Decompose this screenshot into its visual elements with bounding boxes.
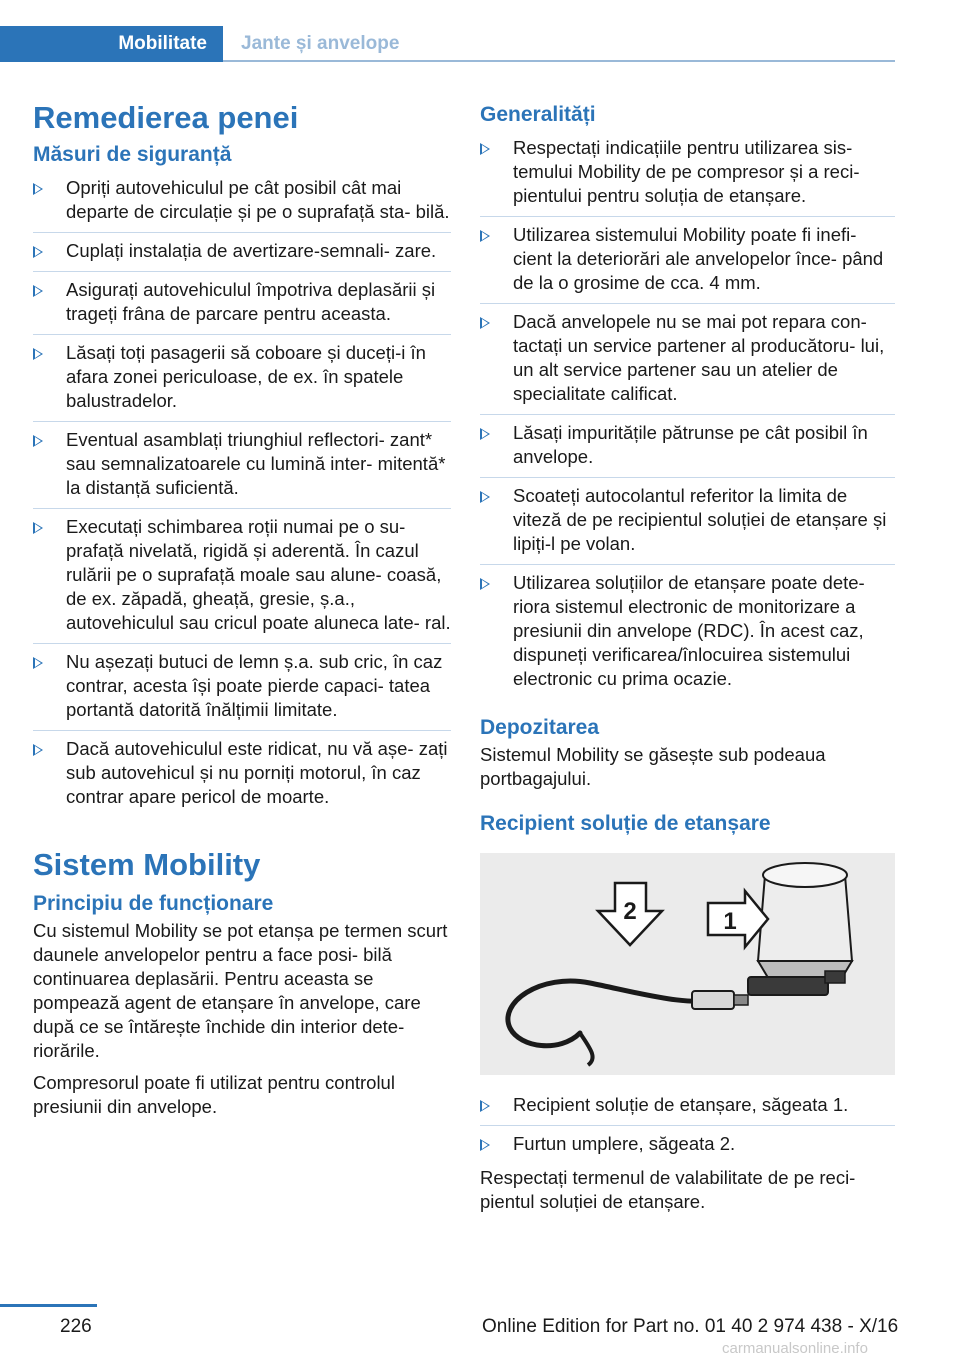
list-item: Cuplați instalația de avertizare-semnali‐ zare. bbox=[33, 233, 451, 272]
expiry-note: Respectați termenul de valabilitate de pe reci‐ pientul soluției de etanșare. bbox=[480, 1167, 856, 1212]
bullet-arrow-icon bbox=[480, 317, 490, 329]
bullet-arrow-icon bbox=[33, 435, 43, 447]
left-column bbox=[33, 98, 451, 1119]
bullet-arrow-icon bbox=[480, 578, 490, 590]
safety-heading: Măsuri de siguranță bbox=[33, 143, 232, 166]
storage-paragraph: Sistemul Mobility se găsește sub podeaua portbagajului. bbox=[480, 744, 826, 789]
list-item: Dacă anvelopele nu se mai pot repara con‐ tactați un service partener al producătoru‐ lui, un alt service partener sau un atelier de specialitate calificat. bbox=[480, 304, 895, 415]
principle-paragraph: Cu sistemul Mobility se pot etanșa pe termen scurt daunele anvelopelor pentru a face posi‐ bilă continuarea deplasării. Pentru aceasta se pompează agent de etanșare în anvelope, care după ce se întărește închide din interior dete‐ riorările. bbox=[33, 920, 448, 1061]
list-item: Scoateți autocolantul referitor la limita de viteză de pe recipientul soluției de etanșare și lipiți-l pe volan. bbox=[480, 478, 895, 565]
list-item: Recipient soluție de etanșare, săgeata 1. bbox=[480, 1087, 895, 1126]
bullet-arrow-icon bbox=[480, 1100, 490, 1112]
bullet-arrow-icon bbox=[33, 285, 43, 297]
list-item: Furtun umplere, săgeata 2. bbox=[480, 1126, 895, 1164]
page-header bbox=[0, 0, 960, 62]
arrow-label-1: 1 bbox=[723, 908, 737, 935]
list-item: Eventual asamblați triunghiul reflectori‐ zant* sau semnalizatoarele cu lumină inter‐ mitentă* la distanță suficientă. bbox=[33, 422, 451, 509]
bullet-arrow-icon bbox=[480, 428, 490, 440]
storage-heading: Depozitarea bbox=[480, 716, 600, 739]
list-item: Utilizarea sistemului Mobility poate fi inefi‐ cient la deteriorări ale anvelopelor înce‐ pând de la o grosime de cca. 4 mm. bbox=[480, 217, 895, 304]
mobility-kit-figure bbox=[480, 853, 895, 1075]
list-item: Opriți autovehiculul pe cât posibil cât mai departe de circulație și pe o suprafață sta‐ bilă. bbox=[33, 170, 451, 233]
list-item: Asigurați autovehiculul împotriva deplasării și trageți frâna de parcare pentru aceasta. bbox=[33, 272, 451, 335]
list-item: Nu așezați butuci de lemn ș.a. sub cric, în caz contrar, acesta își poate pierde capaci‐ tatea portantă datorită înălțimii limitate. bbox=[33, 644, 451, 731]
bullet-arrow-icon bbox=[33, 246, 43, 258]
bullet-arrow-icon bbox=[480, 491, 490, 503]
bullet-arrow-icon bbox=[33, 183, 43, 195]
bullet-arrow-icon bbox=[480, 143, 490, 155]
section-tab: Mobilitate bbox=[0, 26, 223, 62]
container-list bbox=[480, 1087, 895, 1164]
bullet-arrow-icon bbox=[33, 744, 43, 756]
compressor-paragraph: Compresorul poate fi utilizat pentru controlul presiunii din anvelope. bbox=[33, 1072, 395, 1117]
header-rule bbox=[223, 60, 895, 62]
safety-list bbox=[33, 170, 451, 817]
bullet-arrow-icon bbox=[480, 230, 490, 242]
arrow-label-2: 2 bbox=[623, 898, 637, 925]
principle-heading: Principiu de funcționare bbox=[33, 892, 274, 915]
list-item: Lăsați impuritățile pătrunse pe cât posibil în anvelope. bbox=[480, 415, 895, 478]
right-column bbox=[480, 98, 895, 1214]
list-item: Executați schimbarea roții numai pe o su‐ prafață nivelată, rigidă și aderentă. În cazul rulării pe o suprafață moale sau alune‐ coasă, de ex. zăpadă, gheață, gresie, ș.a., autovehiculul sau cricul poate aluneca late‐ ral. bbox=[33, 509, 451, 644]
list-item: Respectați indicațiile pentru utilizarea sis‐ temului Mobility de pe compresor și a reci‐ pientului pentru soluția de etanșare. bbox=[480, 130, 895, 217]
general-heading: Generalități bbox=[480, 103, 596, 126]
list-item: Dacă autovehiculul este ridicat, nu vă așe‐ zați sub autovehicul și nu porniți motorul, în caz contrar apare pericol de moarte. bbox=[33, 731, 451, 817]
section-title-mobility: Sistem Mobility bbox=[33, 847, 261, 882]
edition-text: Online Edition for Part no. 01 40 2 974 438 - X/16 bbox=[482, 1316, 899, 1337]
footer-rule bbox=[0, 1304, 97, 1307]
watermark: carmanualsonline.info bbox=[722, 1340, 868, 1357]
general-list bbox=[480, 130, 895, 699]
mobility-kit-illustration bbox=[480, 853, 895, 1075]
bullet-arrow-icon bbox=[33, 657, 43, 669]
page-number: 226 bbox=[60, 1316, 92, 1337]
section-title-flat-tire: Remedierea penei bbox=[33, 100, 299, 135]
list-item: Lăsați toți pasagerii să coboare și duceți-i în afara zonei periculoase, de ex. în spatele balustradelor. bbox=[33, 335, 451, 422]
bullet-arrow-icon bbox=[33, 348, 43, 360]
bullet-arrow-icon bbox=[480, 1139, 490, 1151]
container-heading: Recipient soluție de etanșare bbox=[480, 812, 771, 835]
list-item: Utilizarea soluțiilor de etanșare poate dete‐ riora sistemul electronic de monitorizare a presiunii din anvelope (RDC). În acest caz, dispuneți verificarea/înlocuirea sistemului electronic cu prima ocazie. bbox=[480, 565, 895, 699]
chapter-tab: Jante și anvelope bbox=[241, 33, 400, 54]
bullet-arrow-icon bbox=[33, 522, 43, 534]
